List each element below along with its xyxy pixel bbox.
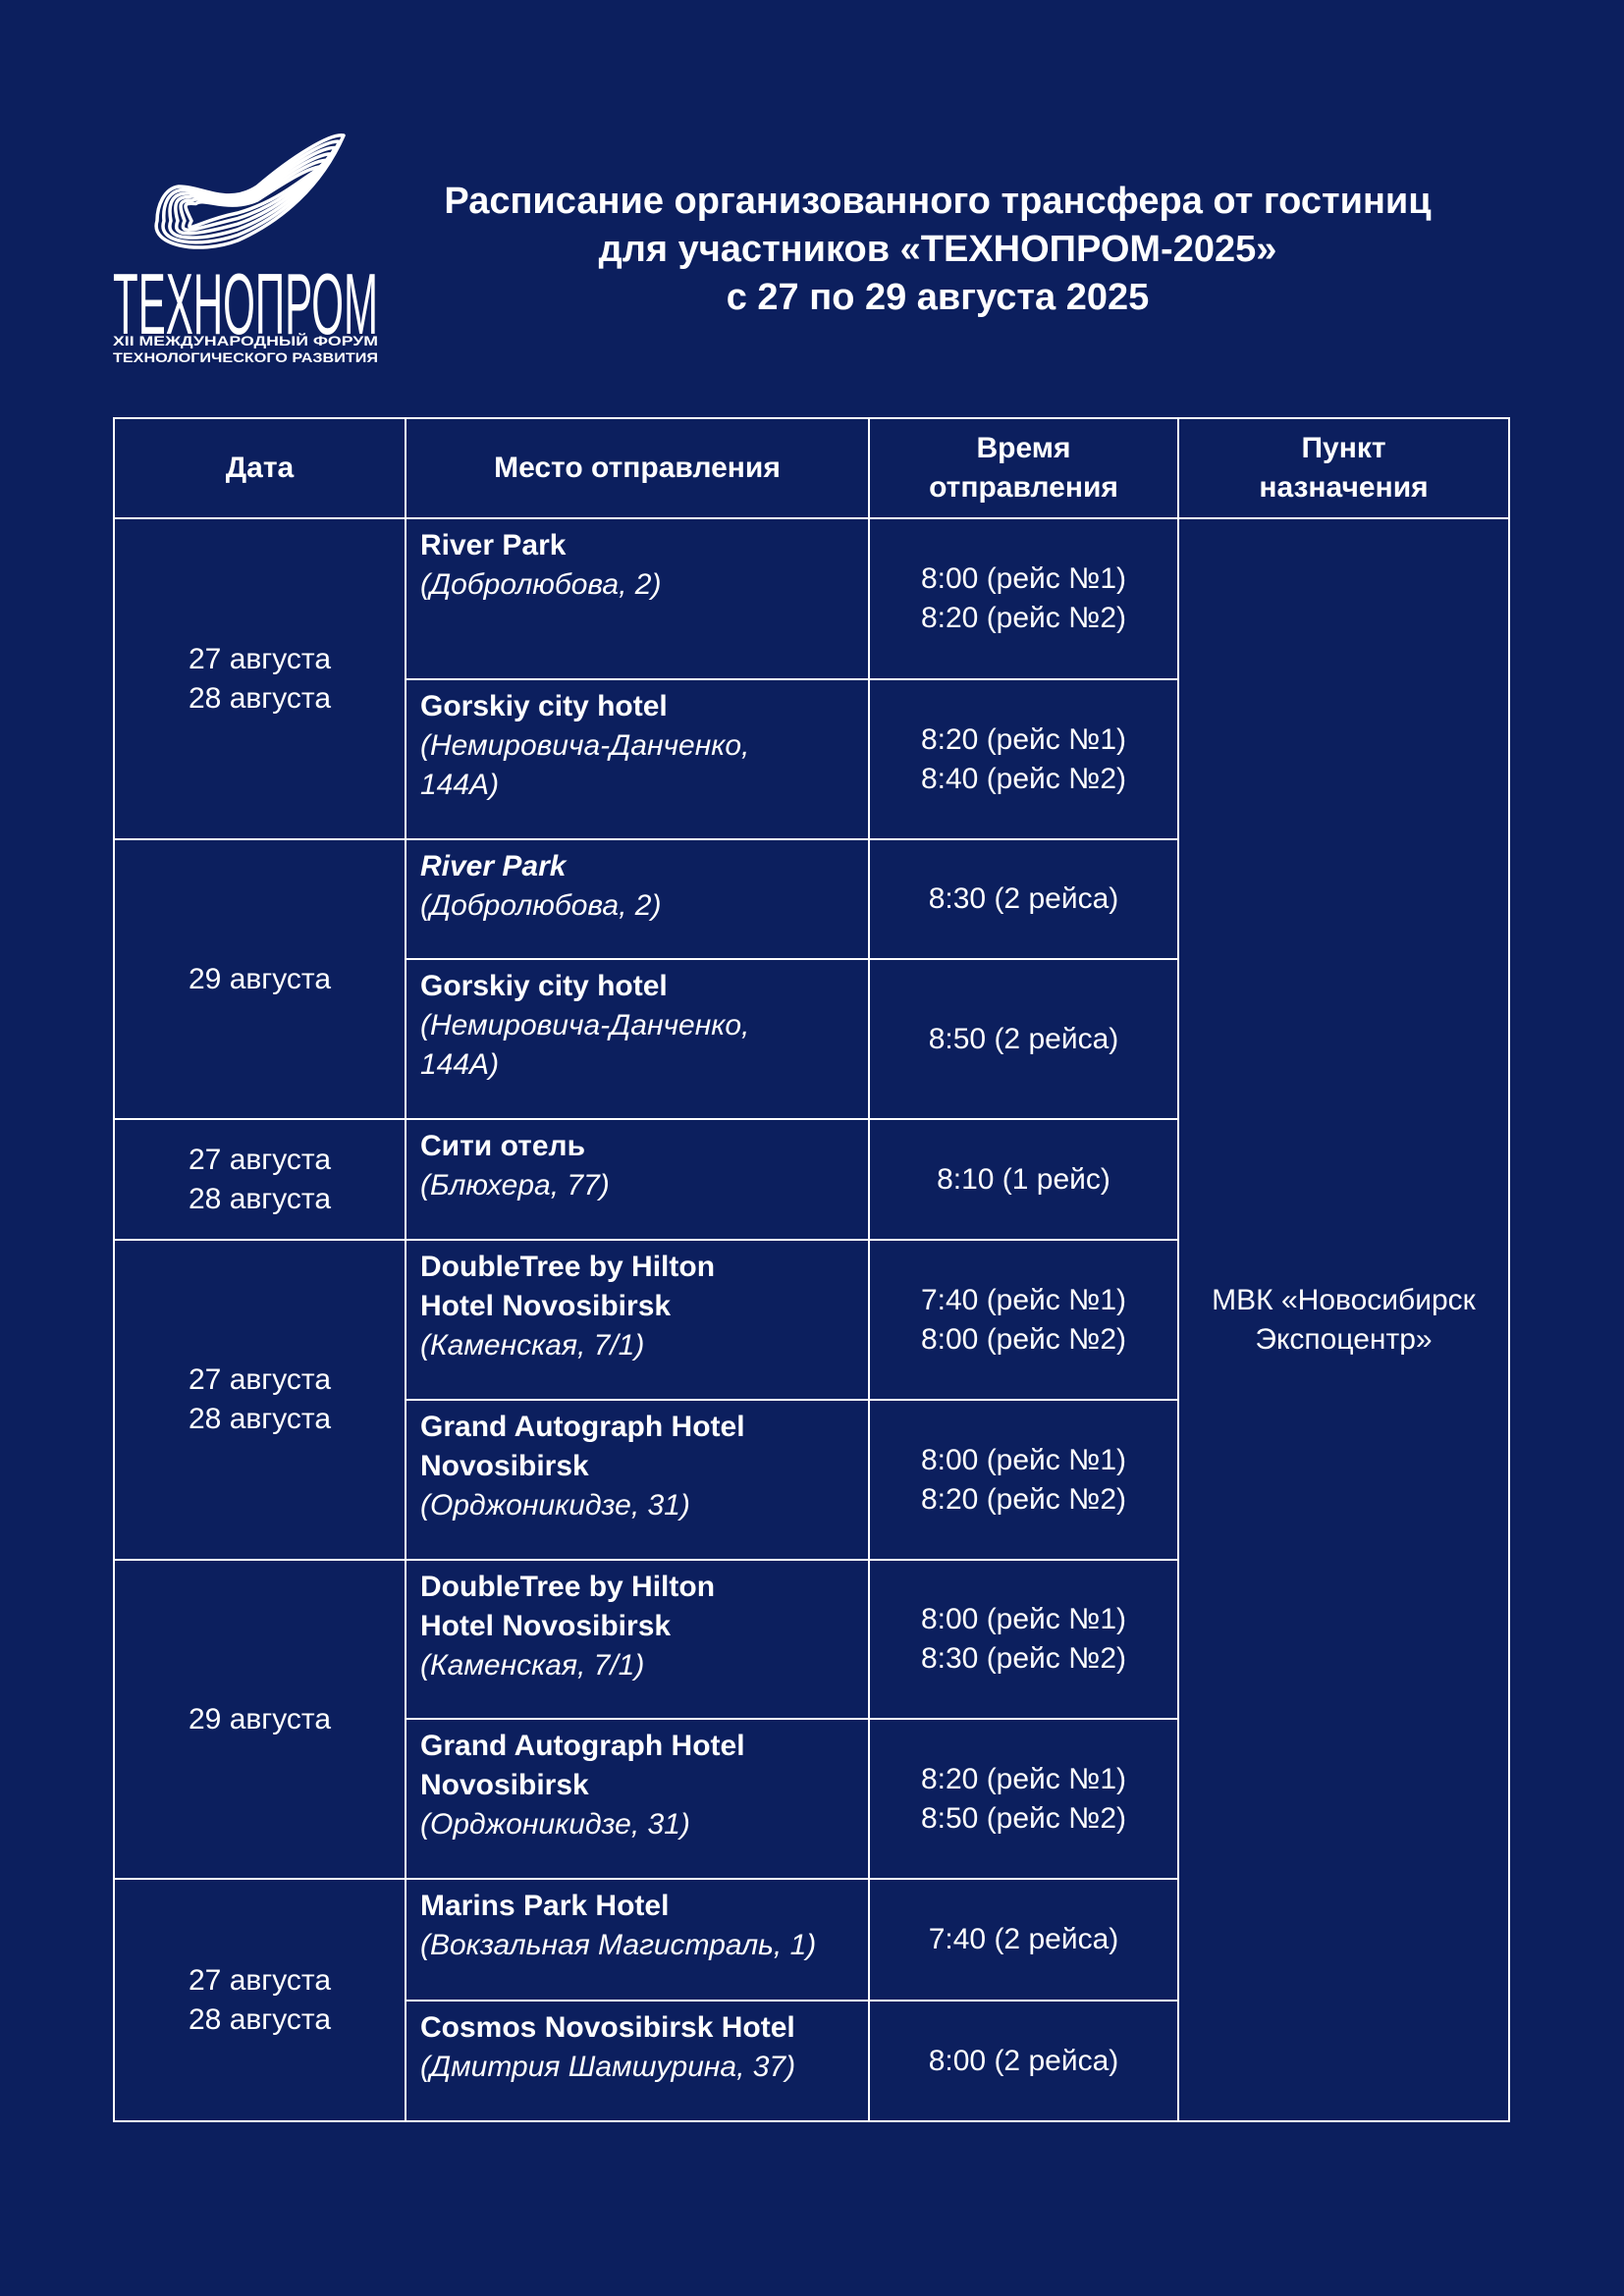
departure-time: 8:40 (рейс №2) (920, 762, 1127, 795)
departure-time: 8:20 (рейс №2) (920, 1482, 1127, 1516)
page-title (393, 178, 1483, 322)
hotel-address: (Вокзальная Магистраль, 1) (420, 1929, 817, 1961)
date-line: 28 августа (188, 2002, 332, 2036)
departure-place-cell (406, 1560, 869, 1719)
date-line: 27 августа (188, 642, 332, 675)
hotel-address: (Блюхера, 77) (420, 1169, 610, 1201)
departure-time: 8:20 (рейс №1) (920, 1762, 1127, 1795)
departure-place-cell (406, 1240, 869, 1400)
header-departure-time-label: Время (976, 432, 1071, 464)
header-date (114, 418, 406, 518)
departure-time-cell (869, 679, 1178, 839)
departure-place-cell (406, 839, 869, 959)
hotel-name: River Park (420, 529, 567, 561)
departure-time-cell (869, 1879, 1178, 2001)
hotel-name: DoubleTree by Hilton (420, 1571, 716, 1603)
hotel-address: (Орджоникидзе, 31) (420, 1489, 690, 1522)
hotel-name: Cosmos Novosibirsk Hotel (420, 2011, 795, 2044)
header-destination (1178, 418, 1509, 518)
hotel-address: (Добролюбова, 2) (420, 568, 662, 601)
hotel-address: 144А) (420, 769, 500, 801)
date-cell (114, 1119, 406, 1240)
departure-time: 7:40 (рейс №1) (920, 1283, 1127, 1316)
hotel-name: Novosibirsk (420, 1450, 589, 1482)
date-line: 27 августа (188, 1143, 332, 1176)
departure-time-cell (869, 1560, 1178, 1719)
departure-time-cell (869, 1119, 1178, 1240)
schedule-row (114, 518, 1509, 679)
departure-time: 8:00 (2 рейса) (928, 2044, 1119, 2077)
hotel-name: Сити отель (420, 1130, 586, 1162)
date-line: 27 августа (188, 1963, 332, 1997)
date-cell (114, 1560, 406, 1879)
destination-line: Экспоцентр» (1255, 1322, 1433, 1356)
departure-place-cell (406, 518, 869, 679)
destination-cell (1178, 518, 1509, 2121)
destination-line: МВК «Новосибирск (1212, 1283, 1476, 1316)
hotel-address: (Немировича-Данченко, (420, 1009, 750, 1041)
date-line: 28 августа (188, 1182, 332, 1215)
date-line: 28 августа (188, 1403, 332, 1435)
header-destination-label: Пункт (1301, 432, 1386, 464)
technoprom-logo (110, 128, 395, 373)
date-cell (114, 1240, 406, 1560)
title-line: с 27 по 29 августа 2025 (726, 277, 1150, 318)
departure-time: 8:00 (рейс №1) (920, 1443, 1127, 1476)
hotel-address: (Каменская, 7/1) (420, 1649, 645, 1682)
hotel-address: (Дмитрия Шамшурина, 37) (420, 2051, 796, 2083)
departure-place-cell (406, 679, 869, 839)
departure-time: 8:20 (рейс №2) (920, 602, 1127, 634)
logo-emblem (156, 135, 344, 247)
hotel-address: (Орджоникидзе, 31) (420, 1808, 690, 1841)
departure-place-cell (406, 1400, 869, 1560)
header-date-label: Дата (225, 452, 295, 484)
hotel-name: Marins Park Hotel (420, 1890, 670, 1922)
departure-place-cell (406, 2001, 869, 2121)
title-line: Расписание организованного трансфера от гостиниц (444, 181, 1432, 222)
schedule-body (114, 518, 1509, 2121)
logo-tagline-line: ТЕХНОЛОГИЧЕСКОГО РАЗВИТИЯ (113, 349, 378, 365)
header-departure-time (869, 418, 1178, 518)
hotel-address: (Добролюбова, 2) (420, 889, 662, 922)
departure-time-cell (869, 2001, 1178, 2121)
departure-place-cell (406, 1719, 869, 1879)
hotel-name: Gorskiy city hotel (420, 690, 668, 722)
departure-time-cell (869, 839, 1178, 959)
departure-place-cell (406, 1879, 869, 2001)
date-cell (114, 839, 406, 1119)
departure-time: 8:00 (рейс №2) (920, 1322, 1127, 1356)
departure-time: 8:50 (2 рейса) (928, 1022, 1119, 1055)
header-departure-place-label: Место отправления (494, 452, 781, 484)
header-row (114, 418, 1509, 518)
hotel-name: Novosibirsk (420, 1769, 589, 1801)
departure-time-cell (869, 1240, 1178, 1400)
date-line: 29 августа (188, 962, 332, 995)
header-departure-place (406, 418, 869, 518)
departure-time: 8:30 (2 рейса) (928, 882, 1119, 915)
hotel-name: Gorskiy city hotel (420, 970, 668, 1002)
hotel-name: DoubleTree by Hilton (420, 1251, 716, 1283)
departure-time: 7:40 (2 рейса) (928, 1923, 1119, 1955)
hotel-address: (Каменская, 7/1) (420, 1329, 645, 1362)
title-line: для участников «ТЕХНОПРОМ-2025» (598, 229, 1277, 270)
transfer-schedule-table (113, 417, 1510, 2122)
departure-place-cell (406, 1119, 869, 1240)
departure-time: 8:10 (1 рейс) (937, 1162, 1110, 1196)
hotel-address: (Немировича-Данченко, (420, 729, 750, 762)
date-cell (114, 1879, 406, 2121)
departure-time: 8:00 (рейс №1) (920, 562, 1127, 595)
departure-time: 8:30 (рейс №2) (920, 1642, 1127, 1675)
date-line: 27 августа (188, 1363, 332, 1396)
hotel-name: Grand Autograph Hotel (420, 1730, 745, 1762)
departure-time: 8:20 (рейс №1) (920, 722, 1127, 756)
hotel-address: 144А) (420, 1048, 500, 1081)
departure-time: 8:50 (рейс №2) (920, 1801, 1127, 1835)
date-line: 29 августа (188, 1702, 332, 1735)
departure-time-cell (869, 518, 1178, 679)
hotel-name: Hotel Novosibirsk (420, 1610, 672, 1642)
departure-time-cell (869, 1719, 1178, 1879)
hotel-name: Grand Autograph Hotel (420, 1411, 745, 1443)
departure-place-cell (406, 959, 869, 1119)
date-cell (114, 518, 406, 839)
header-departure-time-label: отправления (929, 471, 1118, 504)
logo-wordmark: ТЕХНОПРОМ (113, 255, 378, 352)
date-line: 28 августа (188, 681, 332, 715)
departure-time-cell (869, 959, 1178, 1119)
hotel-name: River Park (420, 850, 567, 882)
header-destination-label: назначения (1259, 471, 1429, 504)
departure-time-cell (869, 1400, 1178, 1560)
logo-tagline-line: XII МЕЖДУНАРОДНЫЙ ФОРУМ (113, 333, 323, 348)
hotel-name: Hotel Novosibirsk (420, 1290, 672, 1322)
departure-time: 8:00 (рейс №1) (920, 1603, 1127, 1635)
